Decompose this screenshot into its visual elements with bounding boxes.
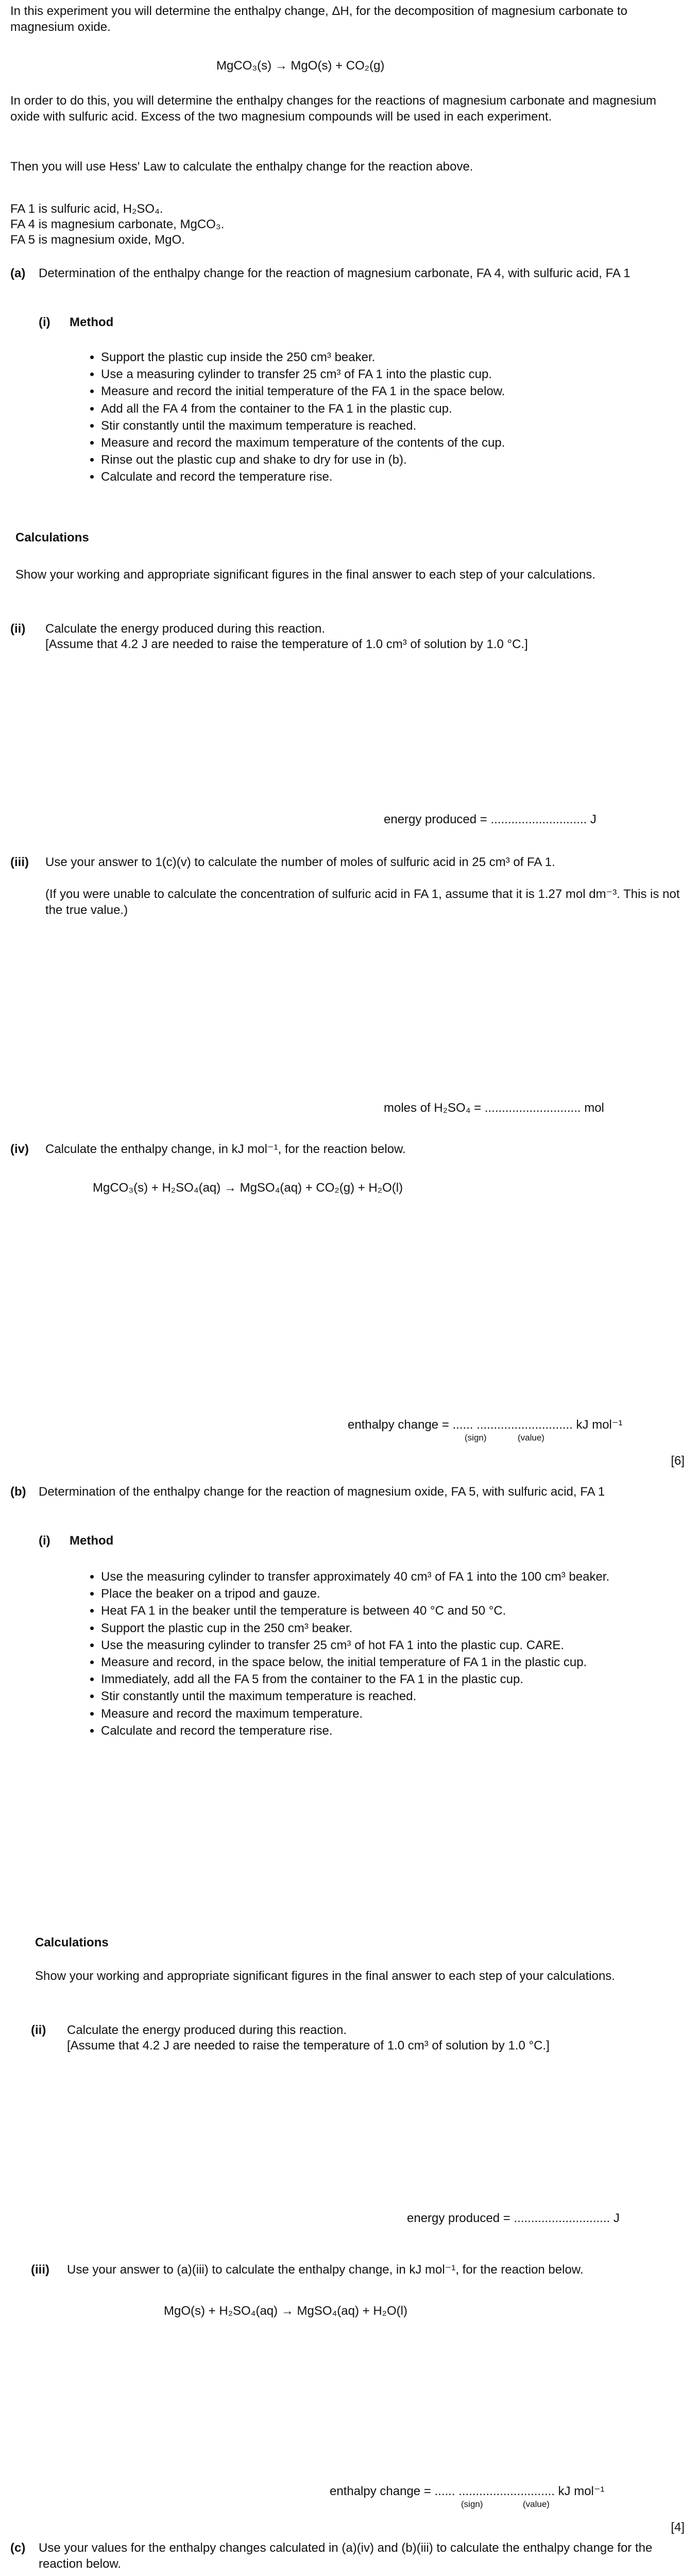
method-step: • Support the plastic cup inside the 250 cm³ beaker. xyxy=(101,349,678,365)
part-a-iii-note: (If you were unable to calculate the concentration of sulfuric acid in FA 1, assume that it is 1.27 mol dm⁻³. This is not the true value.) xyxy=(45,887,680,918)
part-a-iv-sign-caption: (sign) xyxy=(465,1433,487,1443)
method-step: • Calculate and record the temperature rise. xyxy=(101,469,678,485)
method-step: • Add all the FA 4 from the container to the FA 1 in the plastic cup. xyxy=(101,401,678,417)
intro-line-3: Then you will use Hess' Law to calculate the enthalpy change for the reaction above. xyxy=(10,160,473,174)
part-a-i-label: (i) xyxy=(39,315,50,329)
method-step: • Rinse out the plastic cup and shake to dry for use in (b). xyxy=(101,452,678,468)
method-step: • Measure and record the maximum temperature of the contents of the cup. xyxy=(101,435,678,451)
part-a-iv-text: Calculate the enthalpy change, in kJ mol⁻¹, for the reaction below. xyxy=(45,1142,406,1156)
part-a-text: Determination of the enthalpy change for the reaction of magnesium carbonate, FA 4, with sulfuric acid, FA 1 xyxy=(39,266,630,280)
part-a-marks: [6] xyxy=(671,1454,685,1468)
part-a-ii-label: (ii) xyxy=(10,622,26,636)
method-step: • Heat FA 1 in the beaker until the temperature is between 40 °C and 50 °C. xyxy=(101,1603,678,1619)
method-step: • Stir constantly until the maximum temperature is reached. xyxy=(101,418,678,434)
fa1-definition: FA 1 is sulfuric acid, H₂SO₄. xyxy=(10,202,163,216)
part-b-iii-equation: MgO(s) + H₂SO₄(aq) → MgSO₄(aq) + H₂O(l) xyxy=(164,2304,407,2318)
method-step: • Immediately, add all the FA 5 from the container to the FA 1 in the plastic cup. xyxy=(101,1671,678,1687)
part-b-calc-title: Calculations xyxy=(35,1936,109,1950)
part-b-text: Determination of the enthalpy change for the reaction of magnesium oxide, FA 5, with sulfuric acid, FA 1 xyxy=(39,1485,605,1499)
part-b-iii-label: (iii) xyxy=(31,2263,49,2277)
part-b-calc-text: Show your working and appropriate significant figures in the final answer to each step of your calculations. xyxy=(35,1969,615,1983)
part-a-iv-value-caption: (value) xyxy=(518,1433,544,1443)
part-b-method-list xyxy=(82,1569,678,1740)
part-a-iv-label: (iv) xyxy=(10,1142,29,1156)
part-a-iii-label: (iii) xyxy=(10,855,29,869)
method-step: • Calculate and record the temperature rise. xyxy=(101,1723,678,1739)
fa5-definition: FA 5 is magnesium oxide, MgO. xyxy=(10,233,185,247)
method-step: • Measure and record the initial temperature of the FA 1 in the space below. xyxy=(101,383,678,399)
part-b-ii-text: Calculate the energy produced during this reaction. xyxy=(67,2023,347,2037)
method-step: • Measure and record the maximum temperature. xyxy=(101,1706,678,1722)
intro-equation: MgCO₃(s) → MgO(s) + CO₂(g) xyxy=(216,59,385,73)
part-c-label: (c) xyxy=(10,2541,26,2555)
part-a-ii-note: [Assume that 4.2 J are needed to raise the temperature of 1.0 cm³ of solution by 1.0 °C.] xyxy=(45,637,528,651)
fa4-definition: FA 4 is magnesium carbonate, MgCO₃. xyxy=(10,217,225,231)
part-a-iv-answer-line[interactable]: enthalpy change = ...... ............................ kJ mol⁻¹ xyxy=(348,1418,623,1432)
part-a-iii-answer-line[interactable]: moles of H₂SO₄ = ............................ mol xyxy=(384,1101,604,1115)
method-step: • Use the measuring cylinder to transfer 25 cm³ of hot FA 1 into the plastic cup. CARE. xyxy=(101,1637,678,1653)
part-a-iii-text: Use your answer to 1(c)(v) to calculate the number of moles of sulfuric acid in 25 cm³ of FA 1. xyxy=(45,855,555,869)
part-a-method-title: Method xyxy=(70,315,114,329)
part-b-i-label: (i) xyxy=(39,1534,50,1548)
method-step: • Support the plastic cup in the 250 cm³ beaker. xyxy=(101,1620,678,1636)
method-step: • Place the beaker on a tripod and gauze. xyxy=(101,1586,678,1602)
part-a-ii-text: Calculate the energy produced during this reaction. xyxy=(45,622,325,636)
part-b-iii-text: Use your answer to (a)(iii) to calculate the enthalpy change, in kJ mol⁻¹, for the reaction below. xyxy=(67,2263,584,2277)
part-b-iii-value-caption: (value) xyxy=(523,2499,550,2509)
method-step: • Stir constantly until the maximum temperature is reached. xyxy=(101,1688,678,1704)
part-b-label: (b) xyxy=(10,1485,26,1499)
intro-line-1: In this experiment you will determine the enthalpy change, ΔH, for the decomposition of magnesium carbonate to magnesium oxide. xyxy=(10,4,628,35)
part-b-ii-answer-line[interactable]: energy produced = ............................ J xyxy=(407,2211,620,2225)
part-a-label: (a) xyxy=(10,266,26,280)
method-step: • Use the measuring cylinder to transfer approximately 40 cm³ of FA 1 into the 100 cm³ beaker. xyxy=(101,1569,678,1585)
part-a-iv-equation: MgCO₃(s) + H₂SO₄(aq) → MgSO₄(aq) + CO₂(g) + H₂O(l) xyxy=(93,1181,403,1195)
part-b-ii-label: (ii) xyxy=(31,2023,46,2037)
part-b-iii-answer-line[interactable]: enthalpy change = ...... ............................ kJ mol⁻¹ xyxy=(330,2484,605,2498)
part-a-calc-text: Show your working and appropriate significant figures in the final answer to each step of your calculations. xyxy=(15,568,595,582)
part-b-method-title: Method xyxy=(70,1534,114,1548)
part-c-text: Use your values for the enthalpy changes calculated in (a)(iv) and (b)(iii) to calculate the enthalpy change for the reaction below. xyxy=(39,2541,653,2571)
part-b-marks: [4] xyxy=(671,2520,685,2534)
part-b-iii-sign-caption: (sign) xyxy=(461,2499,483,2509)
part-a-method-list xyxy=(82,349,678,486)
part-b-ii-note: [Assume that 4.2 J are needed to raise the temperature of 1.0 cm³ of solution by 1.0 °C.] xyxy=(67,2039,550,2053)
intro-line-2: In order to do this, you will determine the enthalpy changes for the reactions of magnesium carbonate and magnesium oxide with sulfuric acid. Excess of the two magnesium compounds will be used in each experiment. xyxy=(10,94,657,124)
part-a-calc-title: Calculations xyxy=(15,531,89,545)
part-a-ii-answer-line[interactable]: energy produced = ............................ J xyxy=(384,812,596,826)
method-step: • Use a measuring cylinder to transfer 25 cm³ of FA 1 into the plastic cup. xyxy=(101,366,678,382)
method-step: • Measure and record, in the space below, the initial temperature of FA 1 in the plastic cup. xyxy=(101,1654,678,1670)
